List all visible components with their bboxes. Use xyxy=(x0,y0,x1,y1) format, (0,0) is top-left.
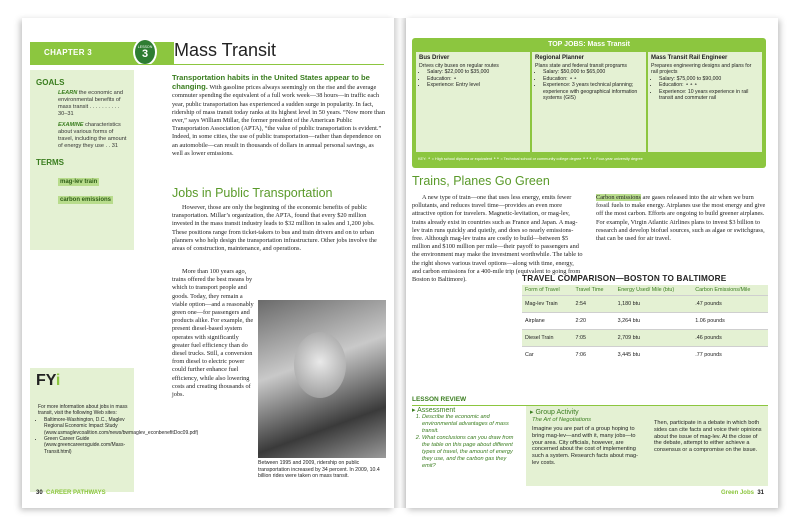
review-heading: LESSON REVIEW xyxy=(412,396,467,403)
fyi-intro: For more information about jobs in mass transit, visit the following Web sites: xyxy=(38,404,128,417)
job-experience: • Experience: 10 years experience in rail transit and commuter rail xyxy=(659,89,759,102)
photo-face xyxy=(294,332,346,398)
fyi-title xyxy=(36,372,134,390)
jobs-paragraph-1: However, those are only the beginning of the economic benefits of public transportation. Millar’s organization, the APTA, found that every $20 million invested in the mass transit industry leads to $32 million in sales and 1,200 jobs. These positions range from ticket-takers to bus and train drivers and on to urban planners who help design the transportation infrastructure. Other jobs involve the areas of construction, maintenance, and operations. xyxy=(172,204,377,253)
table-cell: 2,709 btu xyxy=(615,330,693,347)
job-education: • Education: ⚬⚬ xyxy=(543,76,643,82)
title-rule xyxy=(30,64,384,65)
table-row xyxy=(522,347,768,364)
lesson-badge xyxy=(133,38,157,66)
footer-brand-left: CAREER PATHWAYS xyxy=(46,490,106,496)
fyi-link[interactable]: • Green Career Guide (www.greencareersguide.com/Mass-Transit.html) xyxy=(44,436,130,455)
table-cell: 7:06 xyxy=(573,347,615,364)
right-page xyxy=(406,18,778,508)
table-cell: 1.06 pounds xyxy=(692,313,768,330)
table-cell: 2:20 xyxy=(573,313,615,330)
jobs-paragraph-2: More than 100 years ago, trains offered the best means by which to transport people and goods. Today, they remain a viable option—and a reasonably green one—for passengers and products alike. For example, the present diesel-based system operates with significantly greater fuel efficiency than do diesel trucks. Still, a conversion from diesel to electric power could further enhance fuel efficiency, while also lowering costs and creating thousands of jobs. xyxy=(172,268,254,399)
section-heading-jobs: Jobs in Public Transportation xyxy=(172,186,333,200)
table-header: Carbon Emissions/Mile xyxy=(692,285,768,296)
top-jobs-box xyxy=(412,38,766,168)
lesson-review xyxy=(412,396,768,469)
page-number-left: 30 xyxy=(36,490,43,496)
intro-paragraph xyxy=(172,74,386,158)
table-cell: 3,264 btu xyxy=(615,313,693,330)
travel-comparison-table xyxy=(522,274,768,363)
fyi-i: i xyxy=(55,372,61,389)
job-desc: Plans state and federal transit programs xyxy=(535,63,627,69)
term-carbon-emissions: carbon emissions xyxy=(60,197,112,203)
page-title: Mass Transit xyxy=(174,40,277,60)
education-key: KEY: ⚬ = High school diploma or equivalent ⚬⚬ = Technical school or community college degree ⚬⚬⚬ = Four-year university degree xyxy=(418,157,643,161)
job-desc: Prepares engineering designs and plans for rail projects xyxy=(651,63,752,76)
table-row xyxy=(522,296,768,313)
page-number-right: 31 xyxy=(757,490,764,496)
goal-item xyxy=(58,90,130,118)
left-page xyxy=(22,18,394,508)
group-text-2: Then, participate in a debate in which both sides can cite facts and voice their opinions about the issue of mag-lev. At the close of the debate, attempt to either achieve a consensus or a compromise on the issue. xyxy=(654,420,762,454)
section-heading-trains: Trains, Planes Go Green xyxy=(412,174,550,188)
table-cell: Mag-lev Train xyxy=(522,296,573,313)
fyi-box xyxy=(30,368,199,492)
job-desc: Drives city buses on regular routes xyxy=(419,63,499,69)
job-education: • Education: ⚬ xyxy=(427,76,527,82)
table-row xyxy=(522,313,768,330)
table-header: Energy Used/ Mile (btu) xyxy=(615,285,693,296)
assessment-item: 2. What conclusions can you draw from the table on this page about different types of travel, the amount of energy they use, and the carbon gas they emit? xyxy=(422,435,520,470)
chapter-bar xyxy=(30,42,174,64)
comparison-table xyxy=(522,285,768,363)
photo-caption: Between 1995 and 2009, ridership on public transportation increased by 34 percent. In 2009, 10.4 billion rides were taken on mass transit. xyxy=(258,460,380,480)
table-cell: 1,180 btu xyxy=(615,296,693,313)
top-jobs-title: TOP JOBS: Mass Transit xyxy=(548,41,630,48)
job-card-rail-engineer xyxy=(648,52,762,152)
job-title: Regional Planner xyxy=(535,55,585,61)
goal-item xyxy=(58,122,130,150)
job-title: Mass Transit Rail Engineer xyxy=(651,55,728,61)
job-salary: • Salary: $22,000 to $35,000 xyxy=(427,69,527,75)
goal-text: characteristics about various forms of travel, including the amount of energy they use . . 31 xyxy=(58,122,127,149)
term-mag-lev: mag-lev train xyxy=(60,179,98,185)
fyi-title-text: FY xyxy=(36,372,56,389)
carbon-emissions-term: Carbon emissions xyxy=(596,194,641,201)
group-text-1: Imagine you are part of a group hoping to bring mag-lev—and with it, many jobs—to your area. City officials, however, are concerned about the cost of implementing such a system. Research facts about mag-lev costs. xyxy=(532,426,639,466)
arrow-icon: ▸ xyxy=(412,407,418,414)
table-header-row xyxy=(522,285,768,296)
table-cell: .46 pounds xyxy=(692,330,768,347)
table-cell: .77 pounds xyxy=(692,347,768,364)
table-cell: 2:54 xyxy=(573,296,615,313)
assessment-heading-text: Assessment xyxy=(417,407,456,414)
job-title: Bus Driver xyxy=(419,55,450,61)
table-cell: .47 pounds xyxy=(692,296,768,313)
chapter-label: CHAPTER 3 xyxy=(44,48,93,57)
goal-verb: EXAMINE xyxy=(58,122,84,128)
table-cell: 3,445 btu xyxy=(615,347,693,364)
footer-brand-right: Green Jobs xyxy=(720,490,754,496)
job-salary: • Salary: $75,000 to $90,000 xyxy=(659,76,759,82)
intro-lead: Transportation habits in the United States appear to be changing. xyxy=(172,73,370,92)
group-activity-block xyxy=(526,406,768,486)
table-cell: Diesel Train xyxy=(522,330,573,347)
book-gutter xyxy=(394,18,406,508)
goal-text: the economic and environmental benefits of mass transit . . . . . . . . . . 30–31 xyxy=(58,90,124,117)
table-cell: 7:05 xyxy=(573,330,615,347)
trains-paragraph: A new type of train—one that uses less energy, emits fewer pollutants, and reduces travel time—provides an even more attractive option for travelers. Magnetic-levitation, or mag-lev, trains already exist in countries such as France and Japan. A mag-lev train runs quickly and quietly, and does so nearly emissions-free. Although mag-lev trains are costly to build—between $5 million and $100 million per mile—their payoff to passengers and the environment may make the investment worthwhile. The table to the right shows various travel options—along with time, energy, and carbon emissions for a 400-mile trip (equivalent to going from Boston to Baltimore). xyxy=(412,194,583,284)
commuter-photo xyxy=(258,300,386,458)
goals-sidebar xyxy=(30,70,134,250)
table-row xyxy=(522,330,768,347)
job-experience: • Experience: Entry level xyxy=(427,82,527,88)
job-salary: • Salary: $50,000 to $65,000 xyxy=(543,69,643,75)
left-footer xyxy=(36,490,106,496)
right-footer xyxy=(721,490,764,496)
table-header: Form of Travel xyxy=(522,285,573,296)
fyi-text xyxy=(38,404,199,455)
assessment-block xyxy=(412,406,520,470)
arrow-icon: ▸ xyxy=(530,409,536,416)
table-header: Travel Time xyxy=(573,285,615,296)
table-cell: Airplane xyxy=(522,313,573,330)
group-heading-text: Group Activity xyxy=(535,409,579,416)
intro-body: With gasoline prices always seemingly on the rise and the average commuter spending the equivalent of a full work week—38 hours—in traffic each year, public transportation has experienced a sudden surge in popularity. In fact, ridership of mass transit today ranks at its highest level in 50 years. “Now more than ever,” says William Millar, the former president of the American Public Transportation Association (APTA), “the value of public transportation is evident.” Indeed, in some cities, the use of public transportation—rather than dependence on an automobile—can result in thousands of dollars in annual personal savings, as well as lower emissions. xyxy=(172,84,385,157)
job-card-bus-driver xyxy=(416,52,530,152)
lesson-word: LESSON xyxy=(137,45,153,49)
job-experience: • Experience: 3 years technical planning; experience with geographical information systems (GIS) xyxy=(543,82,643,101)
lesson-number: 3 xyxy=(141,48,149,60)
goals-heading: GOALS xyxy=(36,78,65,87)
carbon-body: are gases released into the air when we burn fossil fuels to make energy. Airplanes use the most energy and give off the most carbon. Efforts are ongoing to build greener airplanes. For example, Virgin Atlantic Airlines plans to invest $3 billion to research and develop biofuel sources, such as algae or switchgrass, that can be used for air travel. xyxy=(596,194,766,243)
carbon-paragraph xyxy=(596,194,768,243)
terms-heading: TERMS xyxy=(36,158,64,167)
job-education: • Education: ⚬⚬⚬ xyxy=(659,82,759,88)
group-subtitle: The Art of Negotiations xyxy=(532,417,592,423)
goal-verb: LEARN xyxy=(58,90,78,96)
job-card-regional-planner xyxy=(532,52,646,152)
table-title: TRAVEL COMPARISON—BOSTON TO BALTIMORE xyxy=(522,274,727,283)
fyi-link[interactable]: • Baltimore-Washington, D.C., Maglev Regional Economic Impact Study (www.usmaglevcoalition.com/news/bwmaglev_econbenefitDoc09.pdf) xyxy=(44,417,130,436)
assessment-heading xyxy=(412,406,520,414)
group-heading xyxy=(530,408,768,416)
assessment-item: 1. Describe the economic and environmental advantages of mass transit. xyxy=(422,414,520,435)
table-cell: Car xyxy=(522,347,573,364)
